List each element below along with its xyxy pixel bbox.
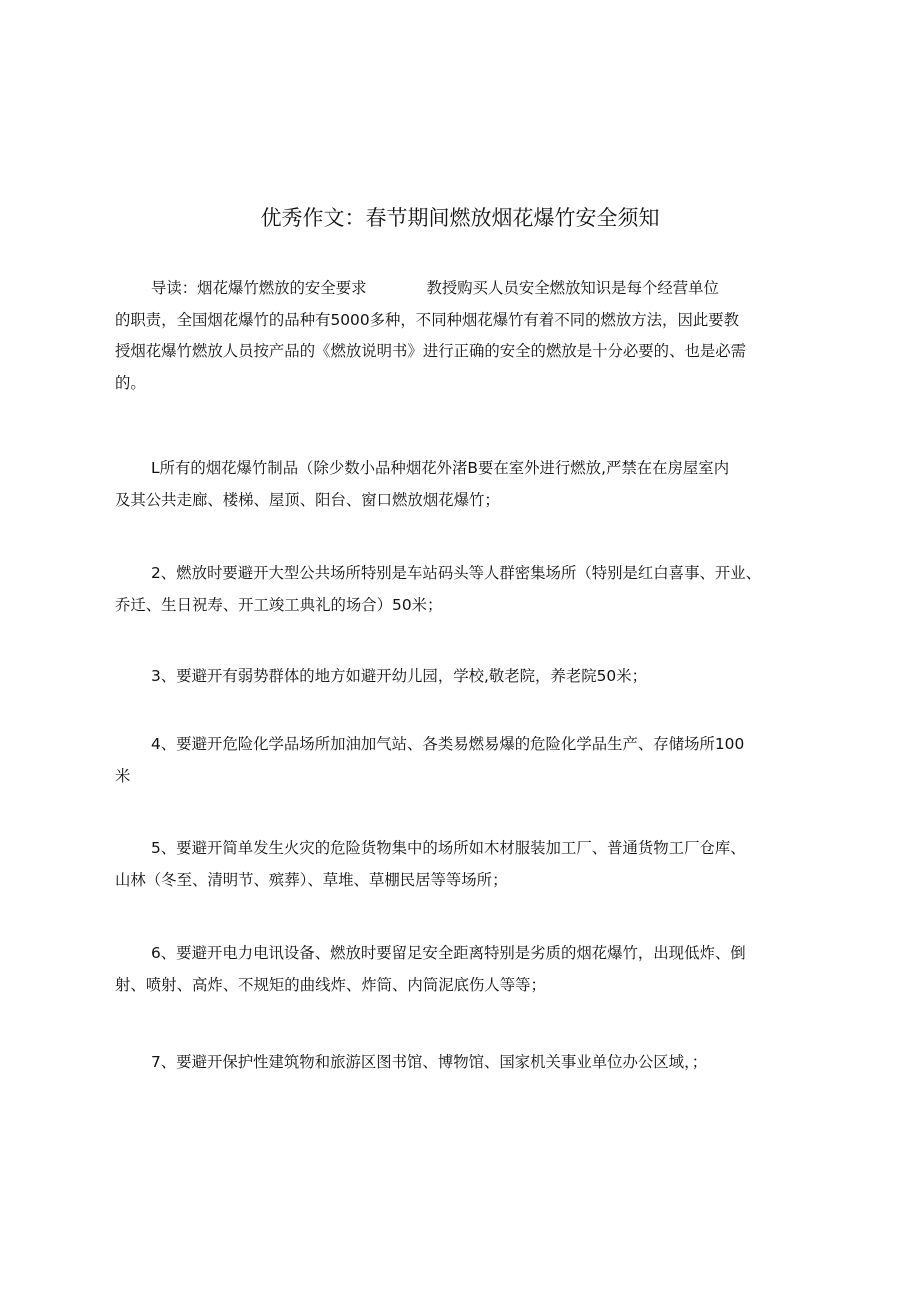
intro-line-1 (115, 273, 815, 305)
rule-item-6 (115, 938, 815, 1001)
rule-item-2 (115, 558, 815, 621)
rule-3-line-1: 3、要避开有弱势群体的地方如避开幼儿园，学校,敬老院，养老院50米； (151, 667, 647, 685)
rule-6-line-1: 6、要避开电力电讯设备、燃放时要留足安全距离特别是劣质的烟花爆竹，出现低炸、倒 (151, 944, 746, 962)
rule-item-5 (115, 833, 815, 896)
intro-line-4: 的。 (115, 373, 146, 392)
intro-lead: 导读：烟花爆竹燃放的安全要求 (151, 279, 367, 297)
document-title: 优秀作文：春节期间燃放烟花爆竹安全须知 (260, 206, 660, 230)
intro-lead-continued: 教授购买人员安全燃放知识是每个经营单位 (426, 279, 719, 297)
intro-line-3: 授烟花爆竹燃放人员按产品的《燃放说明书》进行正确的安全的燃放是十分必要的、也是必需 (115, 342, 747, 360)
rule-4-line-2: 米 (115, 766, 131, 785)
intro-paragraph (115, 273, 815, 399)
rule-1-line-2: 及其公共走廊、楼梯、屋顶、阳台、窗口燃放烟花爆竹； (115, 490, 500, 509)
rule-2-line-1: 2、燃放时要避开大型公共场所特别是车站码头等人群密集场所（特别是红白喜事、开业、 (151, 564, 762, 582)
rule-item-1 (115, 453, 815, 516)
rule-5-line-2: 山林（冬至、清明节、殡葬）、草堆、草棚民居等等场所； (115, 870, 508, 889)
intro-line-2: 的职责，全国烟花爆竹的品种有5000多种，不同种烟花爆竹有着不同的燃放方法，因此要教 (115, 310, 740, 329)
rule-item-3 (115, 661, 815, 693)
rule-2-line-2: 乔迁、生日祝寿、开工竣工典礼的场合）50米； (115, 595, 443, 614)
rule-1-line-1: L所有的烟花爆竹制品（除少数小品种烟花外渚B要在室外进行燃放,严禁在在房屋室内 (151, 459, 730, 477)
rule-item-4 (115, 729, 815, 792)
rule-4-line-1: 4、要避开危险化学品场所加油加气站、各类易燃易爆的危险化学品生产、存储场所100 (151, 735, 745, 753)
rule-5-line-1: 5、要避开简单发生火灾的危险货物集中的场所如木材服装加工厂、普通货物工厂仓库、 (151, 839, 746, 857)
rule-item-7 (115, 1047, 815, 1079)
rule-6-line-2: 射、喷射、高炸、不规矩的曲线炸、炸筒、内筒泥底伤人等等； (115, 975, 546, 994)
rule-7-line-1: 7、要避开保护性建筑物和旅游区图书馆、博物馆、国家机关事业单位办公区域，； (151, 1053, 708, 1071)
